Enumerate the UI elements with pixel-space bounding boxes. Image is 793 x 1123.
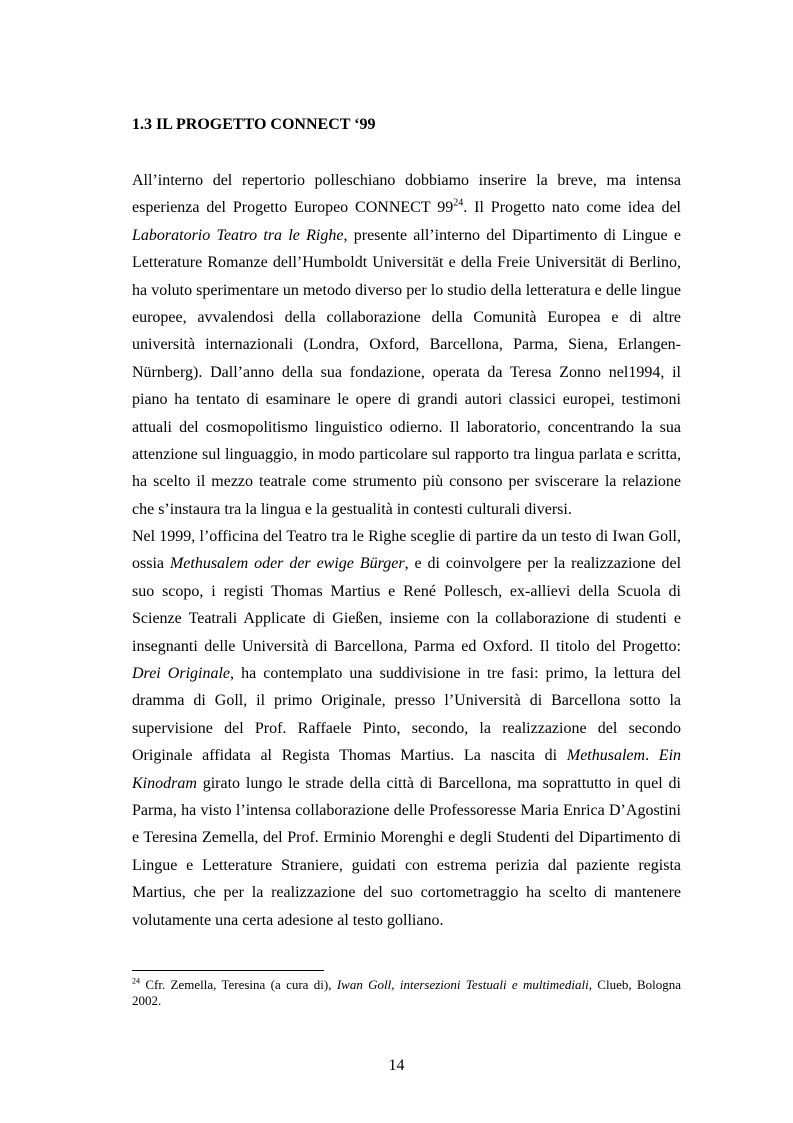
italic-title: Kinodram [132,774,197,792]
footnote-line: 2002. [132,993,162,1008]
footnote [132,977,681,1009]
text-line: Kinodram girato lungo le strade della città di Barcellona, ma soprattutto in quel di [132,774,681,792]
text-line: All’interno del repertorio polleschiano dobbiamo inserire la breve, ma intensa [132,172,681,189]
footnote-line: $^{24}$ Cfr. Zemella, Teresina (a cura di), Iwan Goll, intersezioni Testuali e multimediali, Clueb, Bologna [132,976,681,992]
text-line: Scienze Teatrali Applicate di Gießen, insieme con la collaborazione di studenti e [132,610,681,628]
italic-title: Drei Originale [132,665,231,683]
text-line: attenzione sul linguaggio, in modo particolare sul rapporto tra lingua parlata e scritta, [132,446,681,464]
italic-title: Ein [658,747,682,765]
section-heading: 1.3 IL PROGETTO CONNECT ‘99 [132,116,376,133]
italic-title: Methusalem [566,747,646,765]
italic-title: Laboratorio Teatro tra le Righe [132,226,344,244]
page-number: 14 [388,1057,405,1074]
text-line: esperienza del Progetto Europeo CONNECT $99^{24}$. Il Progetto nato come idea del [132,198,681,217]
text-line: Nel 1999, l’officina del Teatro tra le Righe sceglie di partire da un testo di Iwan Goll, [132,528,681,545]
text-line: Letterature Romanze dell’Humboldt Universität e della Freie Universität di Berlino, [132,254,681,272]
text-line: suo scopo, i registi Thomas Martius e René Pollesch, ex-allievi della Scuola di [132,582,681,600]
text-line: Nürnberg). Dall’anno della sua fondazione, operata da Teresa Zonno nel1994, il [132,363,681,381]
text-line: piano ha tentato di esaminare le opere di grandi autori classici europei, testimoni [132,391,681,409]
text-line: supervisione del Prof. Raffaele Pinto, secondo, la realizzazione del secondo [132,719,681,737]
text-line: Lingue e Letterature Straniere, guidati con estrema perizia dal paziente regista [132,856,681,874]
text-line: Originale affidata al Regista Thomas Martius. La nascita di Methusalem. Ein [132,747,682,765]
text-line: università internazionali (Londra, Oxford, Barcellona, Parma, Siena, Erlangen- [132,336,681,354]
text-line: Drei Originale, ha contemplato una suddivisione in tre fasi: primo, la lettura del [132,665,682,683]
footnote-separator [132,970,324,971]
text-line: ha scelto il mezzo teatrale come strumento più consono per sviscerare la relazione [132,473,681,491]
text-line: dramma di Goll, il primo Originale, presso l’Università di Barcellona sotto la [132,692,681,710]
text-line: volutamente una certa adesione al testo golliano. [132,911,444,929]
footnote-reference[interactable]: 24 [453,198,464,210]
paragraph-2 [132,523,681,934]
text-line: europee, avvalendosi della collaborazione della Comunità Europea e di altre [132,309,681,327]
text-line: insegnanti delle Università di Barcellona, Parma ed Oxford. Il titolo del Progetto: [132,637,681,655]
text-line: attuali del cosmopolitismo linguistico odierno. Il laboratorio, concentrando la sua [132,418,681,436]
italic-title: Methusalem oder der ewige Bürger [169,555,405,573]
footnote-number: 24 [132,976,140,986]
text-line: e Teresina Zemella, del Prof. Erminio Morenghi e degli Studenti del Dipartimento di [132,829,681,847]
paragraph-1 [132,167,681,523]
text-line: che s’instaura tra la lingua e la gestualità in contesti culturali diversi. [132,500,572,518]
text-line: ha voluto sperimentare un metodo diverso per lo studio della letteratura e delle lingue [132,281,681,299]
text-line: ossia Methusalem oder der ewige Bürger, e di coinvolgere per la realizzazione del [132,555,682,573]
text-line: Martius, che per la realizzazione del suo cortometraggio ha scelto di mantenere [132,884,681,902]
text-line: Laboratorio Teatro tra le Righe, presente all’interno del Dipartimento di Lingue e [132,226,682,244]
text-line: Parma, ha visto l’intensa collaborazione delle Professoresse Maria Enrica D’Agostini [132,802,681,820]
